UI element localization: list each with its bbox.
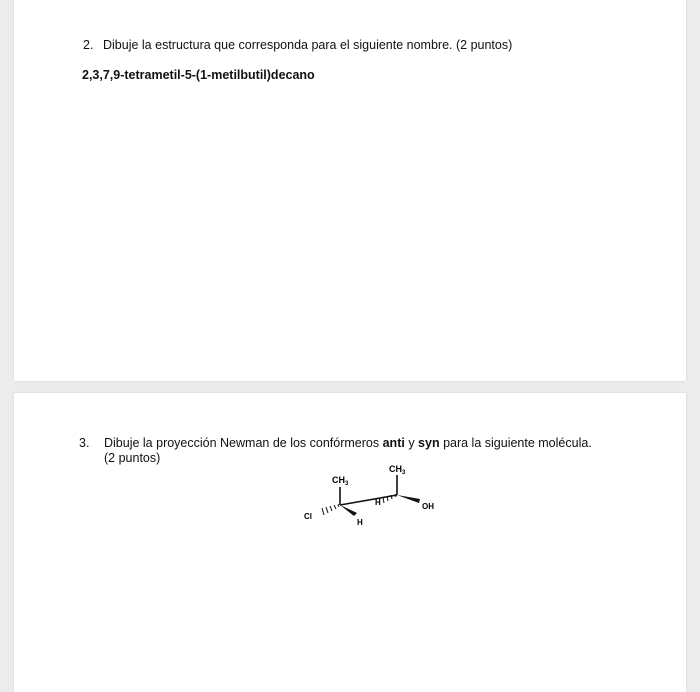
question-3-text	[104, 436, 664, 451]
h-right-label: H	[375, 498, 381, 507]
ch3-right-label: $CH_3$	[389, 464, 406, 476]
c1-cl-hash	[322, 504, 339, 515]
question-3-text-part-a: Dibuje la proyección Newman de los confórmeros	[104, 436, 383, 450]
h-left-label: H	[357, 518, 363, 527]
question-3-points: (2 puntos)	[104, 451, 161, 465]
page-question-3	[14, 393, 686, 692]
question-2-number: 2.	[83, 38, 94, 52]
central-bond	[340, 495, 397, 505]
anti-keyword: anti	[382, 436, 405, 450]
oh-label: OH	[422, 502, 434, 511]
ch3-left-label: $CH_3$	[332, 475, 349, 487]
c1-h-wedge	[340, 505, 357, 516]
question-3-text-part-b: para la siguiente molécula.	[439, 436, 592, 450]
syn-keyword: syn	[418, 436, 440, 450]
question-2-text: Dibuje la estructura que corresponda para el siguiente nombre. (2 puntos)	[103, 38, 513, 52]
c2-oh-wedge	[397, 495, 420, 503]
page-question-2	[14, 0, 686, 381]
question-3-number: 3.	[79, 436, 90, 450]
compound-name: 2,3,7,9-tetrametil-5-(1-metilbutil)decano	[82, 68, 315, 82]
cl-label: Cl	[304, 512, 312, 521]
molecule-structure	[282, 461, 482, 551]
question-3-text-and: y	[404, 436, 419, 450]
